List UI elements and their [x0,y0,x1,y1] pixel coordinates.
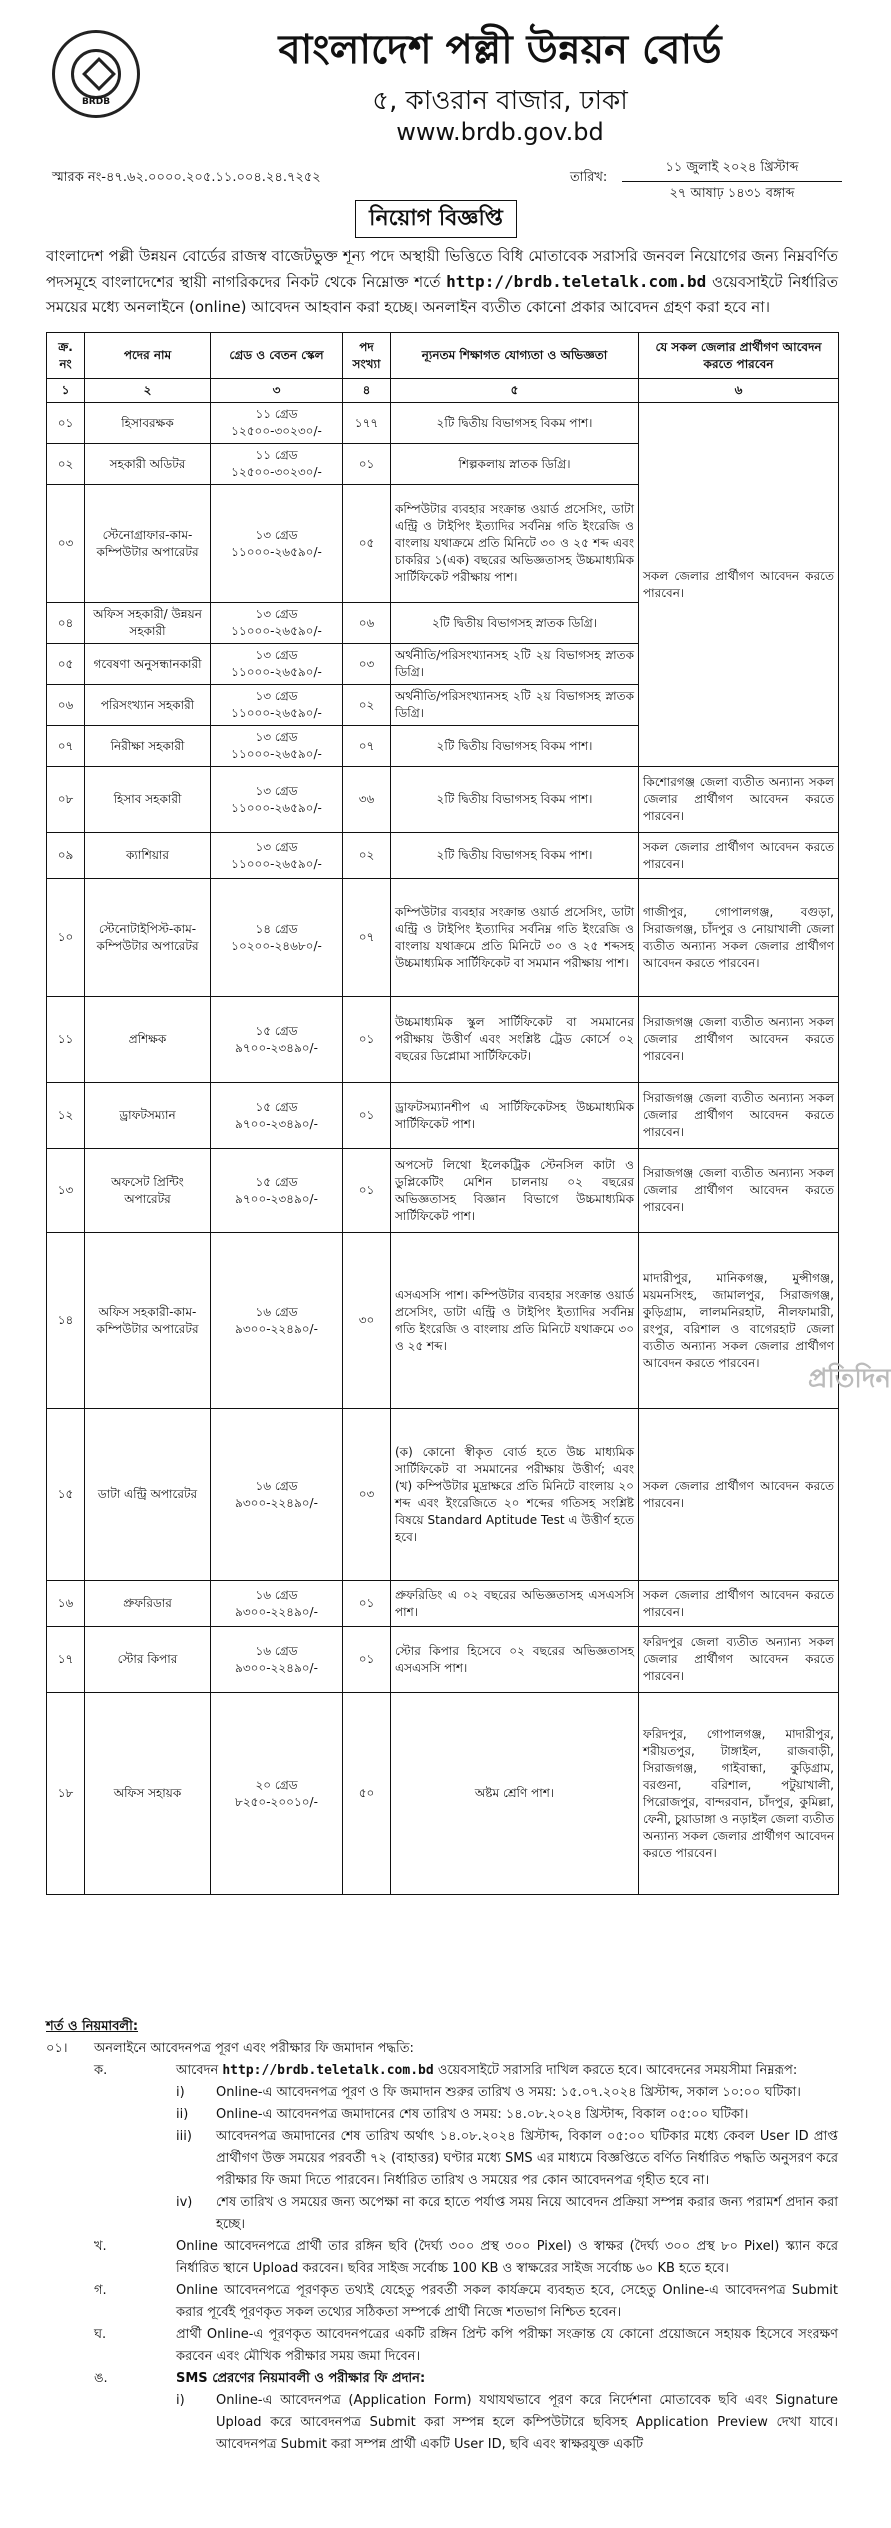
cell-post: অফিস সহায়ক [85,1693,211,1895]
notice-title: নিয়োগ বিজ্ঞপ্তি [355,200,517,238]
cell-qualification: ২টি দ্বিতীয় বিভাগসহ বিকম পাশ। [391,833,639,879]
subitem-number: iii) [176,2129,192,2144]
cell-grade [211,1627,343,1693]
cell-count: ৩৬ [343,767,391,833]
terms-item-1 [46,2038,838,2060]
pay-scale: ৯৭০০-২৩৪৯০/- [235,1191,318,1206]
ka-url: http://brdb.teletalk.com.bd [222,2063,434,2078]
notice-date [622,158,842,205]
terms-subitem [176,2126,838,2192]
terms-subitem [176,2390,838,2456]
col-header-count: পদ সংখ্যা [343,333,391,379]
cell-qualification: (ক) কোনো স্বীকৃত বোর্ড হতে উচ্চ মাধ্যমিক সার্টিফিকেট বা সমমানের পরীক্ষায় উত্তীর্ণ; এবং (খ) কম্পিউটার মুদ্রাক্ষরে প্রতি মিনিটে বাংলায় ২০ শব্দ এবং ইংরেজিতে ২০ শব্দের গতিসহ সংশ্লিষ্ট বিষয়ে Standard Aptitude Test এ উত্তীর্ণ হতে হবে। [391,1409,639,1581]
cell-qualification: এসএসসি পাশ। কম্পিউটার ব্যবহার সংক্রান্ত ওয়ার্ড প্রসেসিং, ডাটা এন্ট্রি ও টাইপিং ইত্যাদির সর্বনিম্ন গতি ইংরেজি ও বাংলায় প্রতি মিনিটে যথাক্রমে ৩০ ও ২৫ শব্দ। [391,1233,639,1409]
cell-count: ০৫ [343,485,391,603]
cell-count: ০১ [343,1083,391,1149]
pay-scale: ১০২০০-২৪৬৮০/- [231,938,322,953]
grade: ১৩ গ্রেড [255,730,298,744]
cell-qualification: ২টি দ্বিতীয় বিভাগসহ বিকম পাশ। [391,767,639,833]
pay-scale: ১১০০০-২৬৫৯০/- [231,624,322,638]
organization-website: www.brdb.gov.bd [396,118,604,146]
cell-grade [211,403,343,444]
table-row [47,997,839,1083]
cell-districts: মাদারীপুর, মানিকগঞ্জ, মুন্সীগঞ্জ, ময়মনসিংহ, জামালপুর, সিরাজগঞ্জ, কুড়িগ্রাম, লালমনিরহাট, নীলফামারী, রংপুর, বরিশাল ও বাগেরহাট জেলা ব্যতীত অন্যান্য সকল জেলার প্রার্থীগণ আবেদন করতে পারবেন। [639,1233,839,1409]
cell-qualification: অর্থনীতি/পরিসংখ্যানসহ ২টি ২য় বিভাগসহ স্নাতক ডিগ্রি। [391,644,639,685]
cell-serial: ০২ [47,444,85,485]
cell-qualification: অষ্টম শ্রেণি পাশ। [391,1693,639,1895]
terms-item-ka [46,2060,838,2082]
cell-serial: ১২ [47,1083,85,1149]
table-row [47,403,839,444]
item-label: ঙ. [94,2371,108,2386]
item-text: SMS প্রেরণের নিয়মাবলী ও পরীক্ষার ফি প্রদান: [176,2371,426,2386]
cell-grade [211,1233,343,1409]
cell-districts: সিরাজগঞ্জ জেলা ব্যতীত অন্যান্য সকল জেলার প্রার্থীগণ আবেদন করতে পারবেন। [639,1083,839,1149]
cell-post: নিরীক্ষা সহকারী [85,726,211,767]
ka-text-before: আবেদন [176,2063,219,2078]
terms-section [46,2016,838,2456]
cell-grade [211,1083,343,1149]
intro-url: http://brdb.teletalk.com.bd [446,272,707,291]
cell-post: ক্যাশিয়ার [85,833,211,879]
cell-grade [211,603,343,644]
terms-item-gha [46,2324,838,2368]
logo-text: BRDB [81,97,111,107]
cell-post: অফিস সহকারী-কাম-কম্পিউটার অপারেটর [85,1233,211,1409]
col-header-serial: ক্র. নং [47,333,85,379]
table-row [47,833,839,879]
pay-scale: ৮২৫০-২০০১০/- [235,1794,318,1809]
terms-item-ga [46,2280,838,2324]
item-text: Online আবেদনপত্রে প্রার্থী তার রঙ্গিন ছবি (দৈর্ঘ্য ৩০০ প্রস্থ ৩০০ Pixel) ও স্বাক্ষর (দৈর্ঘ্য ৩০০ প্রস্থ ৮০ Pixel) স্ক্যান করে নির্ধারিত স্থানে Upload করবেন। ছবির সাইজ সর্বোচ্চ 100 KB ও স্বাক্ষরের সাইজ সর্বোচ্চ ৬০ KB হতে হবে। [176,2239,838,2276]
pay-scale: ৯৩০০-২২৪৯০/- [235,1660,318,1675]
cell-grade [211,1149,343,1233]
cell-grade [211,485,343,603]
cell-grade [211,1581,343,1627]
cell-post: হিসাব সহকারী [85,767,211,833]
cell-serial: ০৩ [47,485,85,603]
pay-scale: ১১০০০-২৬৫৯০/- [231,800,322,815]
cell-districts: সকল জেলার প্রার্থীগণ আবেদন করতে পারবেন। [639,403,839,767]
cell-districts: সিরাজগঞ্জ জেলা ব্যতীত অন্যান্য সকল জেলার প্রার্থীগণ আবেদন করতে পারবেন। [639,1149,839,1233]
col-number: ৪ [343,379,391,403]
watermark-text: প্রতিদিন [808,1364,891,1394]
grade: ১৩ গ্রেড [255,689,298,703]
cell-grade [211,833,343,879]
cell-serial: ১১ [47,997,85,1083]
col-header-qualification: ন্যূনতম শিক্ষাগত যোগ্যতা ও অভিজ্ঞতা [391,333,639,379]
grade: ১১ গ্রেড [255,407,298,421]
cell-serial: ১৩ [47,1149,85,1233]
pay-scale: ১১০০০-২৬৫৯০/- [231,856,322,871]
intro-text-after: ওয়েবসাইটে নির্ধারিত সময়ের মধ্যে অনলাইনে (online) আবেদন আহবান করা হচ্ছে। অনলাইন ব্যতীত কোনো প্রকার আবেদন গ্রহণ করা হবে না। [46,273,838,316]
table-row [47,1627,839,1693]
ka-text-after: ওয়েবসাইটে সরাসরি দাখিল করতে হবে। আবেদনের সময়সীমা নিম্নরূপ: [437,2063,798,2078]
terms-subitem [176,2082,838,2104]
cell-districts: সকল জেলার প্রার্থীগণ আবেদন করতে পারবেন। [639,1409,839,1581]
table-row [47,1693,839,1895]
table-row [47,1233,839,1409]
cell-count: ০২ [343,833,391,879]
grade: ১৬ গ্রেড [255,1304,298,1319]
terms-item-uma [46,2368,838,2390]
memo-number: স্মারক নং-৪৭.৬২.০০০০.২০৫.১১.০০৪.২৪.৭২৫২ [52,170,321,185]
cell-count: ৫০ [343,1693,391,1895]
pay-scale: ৯৭০০-২৩৪৯০/- [235,1116,318,1131]
pay-scale: ১১০০০-২৬৫৯০/- [231,706,322,720]
cell-serial: ১৮ [47,1693,85,1895]
cell-count: ০৭ [343,726,391,767]
table-row [47,1083,839,1149]
subitem-number: i) [176,2393,185,2408]
table-row [47,879,839,997]
pay-scale: ১২৫০০-৩০২৩০/- [231,465,322,479]
table-row [47,1581,839,1627]
subitem-text: Online-এ আবেদনপত্র পূরণ ও ফি জমাদান শুরুর তারিখ ও সময়: ১৫.০৭.২০২৪ খ্রিস্টাব্দ, সকাল ১০:০০ ঘটিকা। [216,2085,801,2100]
cell-post: প্রুফরিডার [85,1581,211,1627]
subitem-number: i) [176,2085,185,2100]
terms-item-kha [46,2236,838,2280]
grade: ১৩ গ্রেড [255,527,298,542]
table-row [47,767,839,833]
grade: ১৩ গ্রেড [255,839,298,854]
cell-count: ৩০ [343,1233,391,1409]
item-label: ঘ. [94,2327,107,2342]
cell-count: ১৭৭ [343,403,391,444]
cell-districts: সকল জেলার প্রার্থীগণ আবেদন করতে পারবেন। [639,1581,839,1627]
grade: ১৩ গ্রেড [255,783,298,798]
date-gregorian: ১১ জুলাই ২০২৪ খ্রিস্টাব্দ [622,158,842,182]
pay-scale: ৯৩০০-২২৪৯০/- [235,1604,318,1619]
grade: ১৬ গ্রেড [255,1587,298,1602]
notice-header [0,0,868,200]
pay-scale: ৯৩০০-২২৪৯০/- [235,1495,318,1510]
cell-qualification: ড্রাফটসম্যানশীপ এ সার্টিফিকেটসহ উচ্চমাধ্যমিক সার্টিফিকেট পাশ। [391,1083,639,1149]
pay-scale: ৯৭০০-২৩৪৯০/- [235,1040,318,1055]
cell-qualification: প্রুফরিডিং এ ০২ বছরের অভিজ্ঞতাসহ এসএসসি পাশ। [391,1581,639,1627]
cell-count: ০১ [343,997,391,1083]
pay-scale: ১১০০০-২৬৫৯০/- [231,665,322,679]
cell-qualification: শিল্পকলায় স্নাতক ডিগ্রি। [391,444,639,485]
cell-serial: ১৪ [47,1233,85,1409]
subitem-number: ii) [176,2107,189,2122]
vacancy-table [46,332,839,1895]
cell-serial: ০৬ [47,685,85,726]
grade: ১৪ গ্রেড [255,921,298,936]
cell-qualification: উচ্চমাধ্যমিক স্কুল সার্টিফিকেট বা সমমানের পরীক্ষায় উত্তীর্ণ এবং সংশ্লিষ্ট ট্রেড কোর্সে ০২ বছরের ডিপ্লোমা সার্টিফিকেট। [391,997,639,1083]
grade: ১৬ গ্রেড [255,1643,298,1658]
grade: ১১ গ্রেড [255,448,298,462]
organization-name: বাংলাদেশ পল্লী উন্নয়ন বোর্ড [278,27,722,73]
item-label: খ. [94,2239,107,2254]
cell-qualification: ২টি দ্বিতীয় বিভাগসহ বিকম পাশ। [391,403,639,444]
col-header-districts: যে সকল জেলার প্রার্থীগণ আবেদন করতে পারবেন [639,333,839,379]
cell-qualification: অর্থনীতি/পরিসংখ্যানসহ ২টি ২য় বিভাগসহ স্নাতক ডিগ্রি। [391,685,639,726]
cell-qualification: কম্পিউটার ব্যবহার সংক্রান্ত ওয়ার্ড প্রসেসিং, ডাটা এন্ট্রি ও টাইপিং ইত্যাদির সর্বনিম্ন গতি ইংরেজি ও বাংলায় যথাক্রমে প্রতি মিনিটে ৩০ ও ২৫ শব্দসহ উচ্চমাধ্যমিক সার্টিফিকেট বা সমমান পরীক্ষায় পাশ। [391,879,639,997]
item-text: Online আবেদনপত্রে পূরণকৃত তথ্যই যেহেতু পরবর্তী সকল কার্যক্রমে ব্যবহৃত হবে, সেহেতু Online-এ আবেদনপত্র Submit করার পূর্বেই পূরণকৃত সকল তথ্যের সঠিকতা সম্পর্কে প্রার্থী নিজে শতভাগ নিশ্চিত হবেন। [176,2283,838,2320]
cell-count: ০২ [343,685,391,726]
subitem-text: আবেদনপত্র জমাদানের শেষ তারিখ অর্থাৎ ১৪.০৮.২০২৪ খ্রিস্টাব্দ, বিকাল ০৫:০০ ঘটিকার মধ্যে কেবল User ID প্রাপ্ত প্রার্থীগণ উক্ত সময়ের পরবর্তী ৭২ (বাহাত্তর) ঘণ্টার মধ্যে SMS এর মাধ্যমে বিজ্ঞপ্তিতে বর্ণিত নির্ধারিত পদ্ধতি অনুসরণ করে পরীক্ষার ফি জমা দিতে পারবেন। নির্ধারিত তারিখ ও সময়ের পর কোন আবেদনপত্র গৃহীত হবে না। [216,2129,838,2188]
table-row [47,1149,839,1233]
cell-grade [211,1409,343,1581]
terms-subitem [176,2192,838,2236]
cell-post: ডাটা এন্ট্রি অপারেটর [85,1409,211,1581]
cell-serial: ১৫ [47,1409,85,1581]
col-number: ১ [47,379,85,403]
pay-scale: ১১০০০-২৬৫৯০/- [231,747,322,761]
cell-post: গবেষণা অনুসন্ধানকারী [85,644,211,685]
col-number: ৬ [639,379,839,403]
col-number: ৩ [211,379,343,403]
cell-grade [211,685,343,726]
cell-serial: ০৫ [47,644,85,685]
cell-qualification: স্টোর কিপার হিসেবে ০২ বছরের অভিজ্ঞতাসহ এসএসসি পাশ। [391,1627,639,1693]
cell-serial: ০৮ [47,767,85,833]
col-header-grade: গ্রেড ও বেতন স্কেল [211,333,343,379]
grade: ১৩ গ্রেড [255,648,298,662]
grade: ১৫ গ্রেড [255,1099,298,1114]
cell-grade [211,644,343,685]
cell-serial: ১০ [47,879,85,997]
grade: ১৬ গ্রেড [255,1478,298,1493]
terms-subitem [176,2104,838,2126]
cell-post: স্টেনোটাইপিস্ট-কাম-কম্পিউটার অপারেটর [85,879,211,997]
pay-scale: ১১০০০-২৬৫৯০/- [231,544,322,559]
col-number: ৫ [391,379,639,403]
cell-count: ০১ [343,444,391,485]
cell-serial: ০৯ [47,833,85,879]
cell-count: ০১ [343,1149,391,1233]
terms-heading: শর্ত ও নিয়মাবলী: [46,2019,139,2034]
cell-qualification: অপসেট লিথো ইলেকট্রিক স্টেনসিল কাটা ও ডুপ্লিকেটিং মেশিন চালনায় ০২ বছরের অভিজ্ঞতাসহ বিজ্ঞান বিভাগে উচ্চমাধ্যমিক সার্টিফিকেট পাশ। [391,1149,639,1233]
cell-post: প্রশিক্ষক [85,997,211,1083]
cell-count: ০৭ [343,879,391,997]
date-bangla: ২৭ আষাঢ় ১৪৩১ বঙ্গাব্দ [669,186,795,201]
cell-grade [211,997,343,1083]
cell-post: ড্রাফটসম্যান [85,1083,211,1149]
cell-serial: ০৪ [47,603,85,644]
table-header-row [47,333,839,379]
date-label: তারিখ: [570,170,608,185]
cell-grade [211,444,343,485]
cell-grade [211,1693,343,1895]
pay-scale: ৯৩০০-২২৪৯০/- [235,1321,318,1336]
cell-grade [211,726,343,767]
item-label: ক. [94,2063,108,2078]
cell-districts: সিরাজগঞ্জ জেলা ব্যতীত অন্যান্য সকল জেলার প্রার্থীগণ আবেদন করতে পারবেন। [639,997,839,1083]
grade: ১৫ গ্রেড [255,1023,298,1038]
item-label: গ. [94,2283,107,2298]
cell-districts: কিশোরগঞ্জ জেলা ব্যতীত অন্যান্য সকল জেলার প্রার্থীগণ আবেদন করতে পারবেন। [639,767,839,833]
cell-grade [211,767,343,833]
grade: ১৩ গ্রেড [255,607,298,621]
organization-address: ৫, কাওরান বাজার, ঢাকা [372,86,628,116]
item-number: ০১। [46,2041,68,2056]
brdb-logo [52,30,140,118]
cell-count: ০১ [343,1581,391,1627]
cell-grade [211,879,343,997]
subitem-number: iv) [176,2195,193,2210]
cell-districts: ফরিদপুর, গোপালগঞ্জ, মাদারীপুর, শরীয়তপুর, টাঙ্গাইল, রাজবাড়ী, সিরাজগঞ্জ, গাইবান্ধা, কুড়িগ্রাম, বরগুনা, বরিশাল, পটুয়াখালী, পিরোজপুর, বান্দরবান, চাঁদপুর, কুমিল্লা, ফেনী, চুয়াডাঙ্গা ও নড়াইল জেলা ব্যতীত অন্যান্য সকল জেলার প্রার্থীগণ আবেদন করতে পারবেন। [639,1693,839,1895]
cell-serial: ১৭ [47,1627,85,1693]
cell-districts: সকল জেলার প্রার্থীগণ আবেদন করতে পারবেন। [639,833,839,879]
col-number: ২ [85,379,211,403]
cell-post: স্টোর কিপার [85,1627,211,1693]
cell-qualification: কম্পিউটার ব্যবহার সংক্রান্ত ওয়ার্ড প্রসেসিং, ডাটা এন্ট্রি ও টাইপিং ইত্যাদির সর্বনিম্ন গতি ইংরেজি ও বাংলায় যথাক্রমে প্রতি মিনিটে ৩০ ও ২৫ শব্দ এবং চাকরির ১(এক) বছরের অভিজ্ঞতাসহ উচ্চমাধ্যমিক সার্টিফিকেট পরীক্ষায় পাশ। [391,485,639,603]
subitem-text: Online-এ আবেদনপত্র (Application Form) যথাযথভাবে পূরণ করে নির্দেশনা মোতাবেক ছবি এবং Signature Upload করে আবেদনপত্র Submit করা সম্পন্ন হলে কম্পিউটারে ছবিসহ Application Preview দেখা যাবে। আবেদনপত্র Submit করা সম্পন্ন প্রার্থী একটি User ID, ছবি এবং স্বাক্ষরযুক্ত একটি [216,2393,838,2452]
cell-serial: ১৬ [47,1581,85,1627]
cell-post: সহকারী অডিটর [85,444,211,485]
cell-count: ০৩ [343,644,391,685]
table-column-number-row [47,379,839,403]
grade: ১৫ গ্রেড [255,1174,298,1189]
item-text: প্রার্থী Online-এ পূরণকৃত আবেদনপত্রের একটি রঙ্গিন প্রিন্ট কপি পরীক্ষা সংক্রান্ত যে কোনো প্রয়োজনে সহায়ক হিসেবে সংরক্ষণ করবেন এবং মৌখিক পরীক্ষার সময় জমা দিবেন। [176,2327,838,2364]
cell-qualification: ২টি দ্বিতীয় বিভাগসহ স্নাতক ডিগ্রি। [391,603,639,644]
notice-intro [46,244,838,320]
intro-text-before: বাংলাদেশ পল্লী উন্নয়ন বোর্ডের রাজস্ব বাজেটভুক্ত শূন্য পদে অস্থায়ী ভিত্তিতে বিধি মোতাবেক সরাসরি জনবল নিয়োগের জন্য নিম্নবর্ণিত পদসমূহে বাংলাদেশের স্থায়ী নাগরিকদের নিকট থেকে নিম্নোক্ত শর্তে [46,247,838,291]
cell-qualification: ২টি দ্বিতীয় বিভাগসহ বিকম পাশ। [391,726,639,767]
cell-post: হিসাবরক্ষক [85,403,211,444]
table-row [47,1409,839,1581]
subitem-text: Online-এ আবেদনপত্র জমাদানের শেষ তারিখ ও সময়: ১৪.০৮.২০২৪ খ্রিস্টাব্দ, বিকাল ০৫:০০ ঘটিকা। [216,2107,749,2122]
subitem-text: শেষ তারিখ ও সময়ের জন্য অপেক্ষা না করে হাতে পর্যাপ্ত সময় নিয়ে আবেদন প্রক্রিয়া সম্পন্ন করার জন্য পরামর্শ প্রদান করা হচ্ছে। [216,2195,838,2232]
pay-scale: ১২৫০০-৩০২৩০/- [231,424,322,438]
cell-serial: ০৭ [47,726,85,767]
item-text [176,2060,838,2082]
cell-districts: গাজীপুর, গোপালগঞ্জ, বগুড়া, সিরাজগঞ্জ, চাঁদপুর ও নোয়াখালী জেলা ব্যতীত অন্যান্য সকল জেলার প্রার্থীগণ আবেদন করতে পারবেন। [639,879,839,997]
cell-count: ০১ [343,1627,391,1693]
cell-count: ০৩ [343,1409,391,1581]
cell-post: পরিসংখ্যান সহকারী [85,685,211,726]
cell-districts: ফরিদপুর জেলা ব্যতীত অন্যান্য সকল জেলার প্রার্থীগণ আবেদন করতে পারবেন। [639,1627,839,1693]
cell-serial: ০১ [47,403,85,444]
item-text: অনলাইনে আবেদনপত্র পূরণ এবং পরীক্ষার ফি জমাদান পদ্ধতি: [94,2041,414,2056]
grade: ২০ গ্রেড [255,1777,298,1792]
cell-post: স্টেনোগ্রাফার-কাম-কম্পিউটার অপারেটর [85,485,211,603]
cell-post: অফসেট প্রিন্টিং অপারেটর [85,1149,211,1233]
cell-post: অফিস সহকারী/ উন্নয়ন সহকারী [85,603,211,644]
col-header-post: পদের নাম [85,333,211,379]
cell-count: ০৬ [343,603,391,644]
